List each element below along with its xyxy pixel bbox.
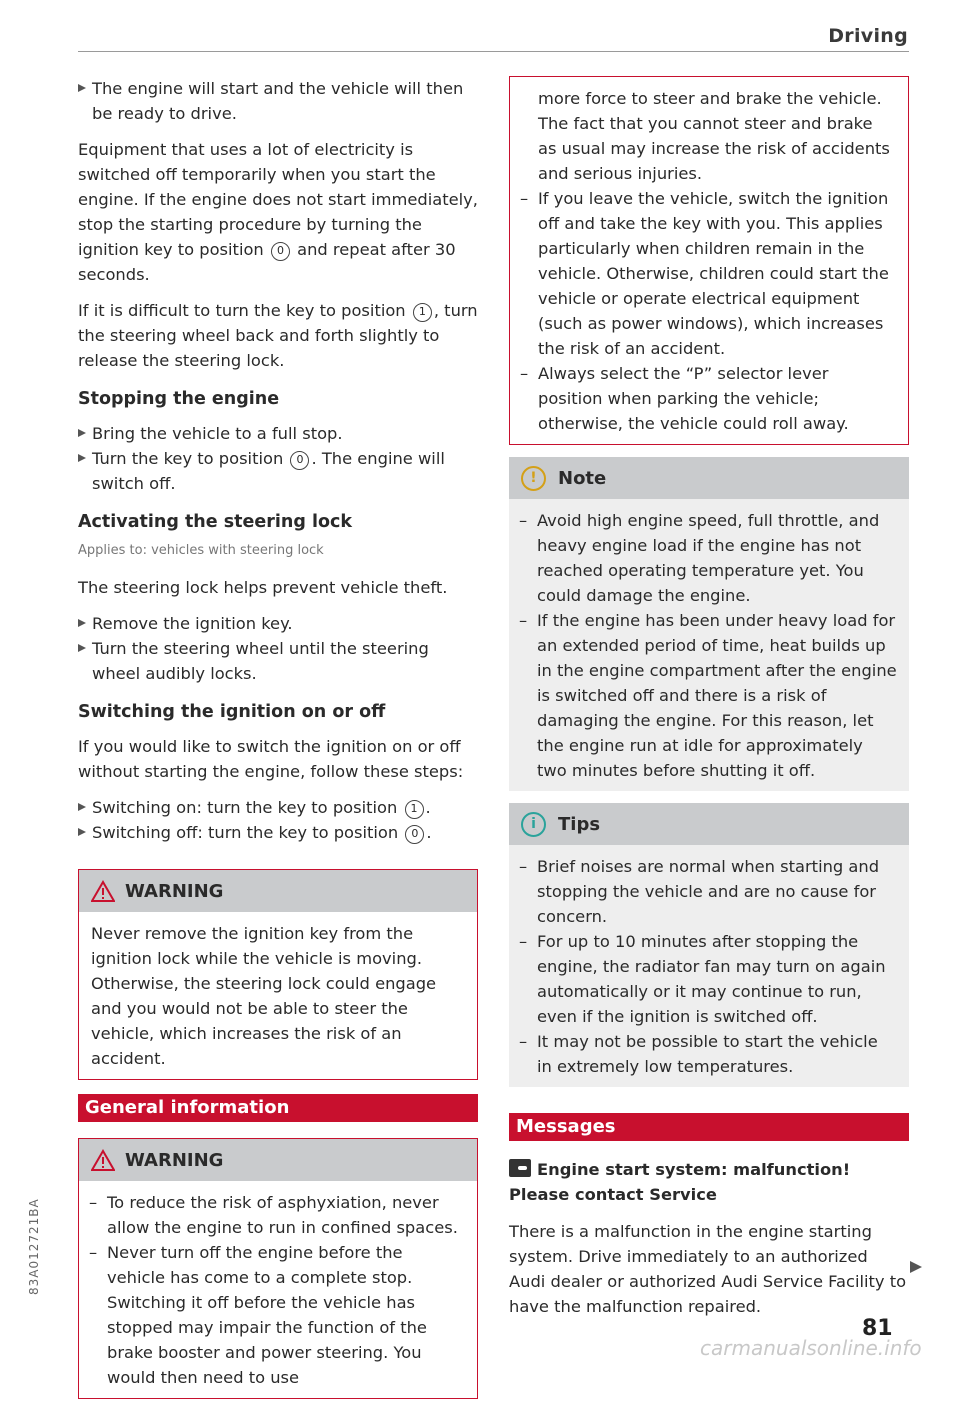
info-circle-icon: i bbox=[521, 812, 546, 837]
heading-stopping-engine: Stopping the engine bbox=[78, 389, 280, 409]
note-item: – If the engine has been under heavy load for an extended period of time, heat builds up in the engine compartment after the engine is switched off and there is a risk of damaging the engine. For this reason, let the engine run at idle for approximately two minutes before shutting it off. bbox=[509, 608, 897, 783]
heading-steering-lock: Activating the steering lock bbox=[78, 512, 352, 532]
section-title: Driving bbox=[828, 25, 908, 47]
applies-to-note: Applies to: vehicles with steering lock bbox=[78, 543, 324, 558]
warning-triangle-icon bbox=[91, 880, 115, 902]
position-0-icon: 0 bbox=[405, 825, 424, 844]
note-header: ! Note bbox=[509, 457, 909, 499]
messages-heading: Messages bbox=[509, 1113, 909, 1141]
tips-box bbox=[509, 803, 909, 1087]
tips-item: – It may not be possible to start the vehicle in extremely low temperatures. bbox=[509, 1029, 897, 1079]
start-bullet: The engine will start and the vehicle will then be ready to drive. bbox=[78, 76, 478, 126]
stop-bullet-2: Turn the key to position 0 . The engine will switch off. bbox=[78, 446, 478, 496]
warning-box-continued bbox=[509, 76, 909, 445]
warning-item: – Never turn off the engine before the vehicle has come to a complete stop. Switching it off before the vehicle has stopped may impair the function of the brake booster and power steering. You would then need to use bbox=[79, 1240, 465, 1390]
warning-header: WARNING bbox=[79, 870, 477, 912]
ignition-on-bullet: Switching on: turn the key to position 1 . bbox=[78, 795, 478, 820]
warning-triangle-icon bbox=[91, 1149, 115, 1171]
warning-box-asphyxiation bbox=[78, 1138, 478, 1399]
position-1-icon: 1 bbox=[405, 800, 424, 819]
left-column bbox=[78, 76, 478, 1411]
warning-continued-text: more force to steer and brake the vehicle. The fact that you cannot steer and brake as usual may increase the risk of accidents and serious injuries. bbox=[538, 89, 890, 183]
tips-item: – Brief noises are normal when starting and stopping the vehicle and are no cause for concern. bbox=[509, 854, 897, 929]
heading-ignition: Switching the ignition on or off bbox=[78, 702, 386, 722]
lock-bullet-2: Turn the steering wheel until the steering wheel audibly locks. bbox=[78, 636, 478, 686]
position-0-icon: 0 bbox=[271, 242, 290, 261]
tips-header: i Tips bbox=[509, 803, 909, 845]
note-item: – Avoid high engine speed, full throttle, and heavy engine load if the engine has not reached operating temperature yet. You could damage the engine. bbox=[509, 508, 897, 608]
position-1-icon: 1 bbox=[413, 303, 432, 322]
header-divider bbox=[78, 51, 909, 52]
difficult-paragraph: If it is difficult to turn the key to position 1 , turn the steering wheel back and forth slightly to release the steering lock. bbox=[78, 301, 478, 370]
electricity-paragraph: Equipment that uses a lot of electricity is switched off temporarily when you start the engine. If the engine does not start immediately, stop the starting procedure by turning the ignition key to position 0 and repeat after 30 seconds. bbox=[78, 140, 478, 284]
position-0-icon: 0 bbox=[290, 451, 309, 470]
warning-item: – To reduce the risk of asphyxiation, never allow the engine to run in confined spaces. bbox=[79, 1190, 465, 1240]
stop-bullet-1: Bring the vehicle to a full stop. bbox=[78, 421, 478, 446]
right-column bbox=[509, 76, 909, 1330]
lock-bullet-1: Remove the ignition key. bbox=[78, 611, 478, 636]
lock-paragraph: The steering lock helps prevent vehicle theft. bbox=[78, 578, 448, 597]
ignition-off-bullet: Switching off: turn the key to position 0 . bbox=[78, 820, 478, 845]
engine-start-icon bbox=[509, 1159, 531, 1177]
ignition-paragraph: If you would like to switch the ignition on or off without starting the engine, follow these steps: bbox=[78, 737, 464, 781]
note-box bbox=[509, 457, 909, 791]
warning-text: Never remove the ignition key from the ignition lock while the vehicle is moving. Otherwise, the steering lock could engage and you would not be able to steer the vehicle, which increases the risk of an accident. bbox=[91, 924, 437, 1068]
general-information-heading: General information bbox=[78, 1094, 478, 1122]
watermark: carmanualsonline.info bbox=[700, 1336, 922, 1360]
document-code: 83A012721BA bbox=[27, 1198, 41, 1295]
message-text: There is a malfunction in the engine starting system. Drive immediately to an authorized Audi dealer or authorized Audi Service Facility to have the malfunction repaired. bbox=[509, 1222, 907, 1316]
page-number: 81 bbox=[862, 1316, 893, 1341]
tips-item: – For up to 10 minutes after stopping the engine, the radiator fan may turn on again automatically or it may continue to run, even if the ignition is switched off. bbox=[509, 929, 897, 1029]
message-title: Engine start system: malfunction! Please contact Service bbox=[509, 1160, 851, 1204]
warning-item: – If you leave the vehicle, switch the ignition off and take the key with you. This applies particularly when children remain in the vehicle. Otherwise, children could start the vehicle or operate electrical equipment (such as power windows), which increases the risk of an accident. bbox=[510, 186, 896, 361]
warning-box-ignition-key bbox=[78, 869, 478, 1080]
exclamation-circle-icon: ! bbox=[521, 466, 546, 491]
warning-header: WARNING bbox=[79, 1139, 477, 1181]
warning-item: – Always select the “P” selector lever position when parking the vehicle; otherwise, the vehicle could roll away. bbox=[510, 361, 896, 436]
continue-arrow-icon bbox=[910, 1261, 922, 1273]
